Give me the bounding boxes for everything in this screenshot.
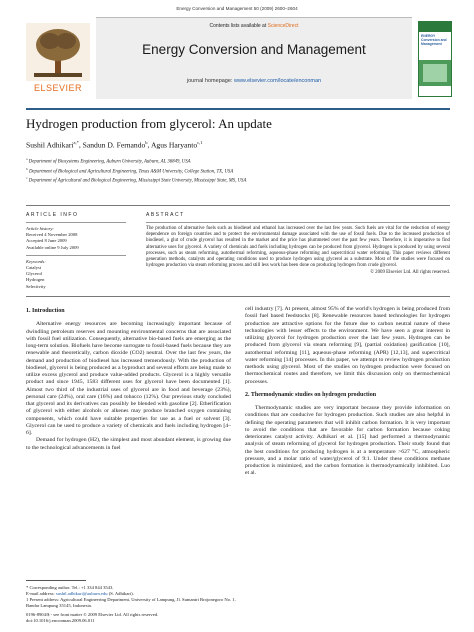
body-paragraph: cell industry [7]. At present, almost 95% of the world's hydrogen is being produced from fossil fuel based feedstocks [8]. Renewable resources based technologies for hydrogen production are attractive options for the future due to carbon neutral nature of these technologies with lesser effects to the environment. We have seen a great interest in utilizing glycerol for hydrogen production over the last few years. Hydrogen can be produced from glycerol via steam reforming [9], (partial oxidation) gasification [10], autothermal reforming [11], aqueous-phase reforming (APR) [12,13], and supercritical water reforming [14] processes. In this paper, we attempt to review hydrogen production methods using glycerol. Most of the studies on hydrogen production were focused on thermochemical routes and therefore, we limit this discussion only on thermochemical processes.: [245, 306, 450, 385]
elsevier-logo: [26, 23, 90, 95]
author-name: Sandun D. Fernando: [82, 140, 146, 150]
masthead-box: [96, 17, 412, 99]
author-name: Agus Haryanto: [150, 140, 198, 150]
keyword: Selectivity: [26, 283, 46, 289]
publisher-logo-text: ELSEVIER: [33, 83, 83, 93]
header-divider: [26, 108, 450, 110]
footnote-divider: [26, 580, 86, 581]
body-paragraph: Alternative energy resources are becoming increasingly important because of dwindling petroleum reserves and mounting environmental concerns that are associated with fossil fuel utilization. Consequently, alternative bio-based fuels are emerging as the long-term solution. Biofuels have become surrogate to fossil-based fuels because they are renewable and theoretically, carbon dioxide (CO2) neutral. Over the last few years, the demand and production of biodiesel has increased tremendously. With the production of biodiesel, glycerol is being produced as a byproduct and several efforts are being made to utilize excess glycerol and produce value-added products. Glycerol is a highly versatile product and since 1945, 1583 different uses for glycerol have been documented [1]. Almost two third of the industrial uses of glycerol are in food and beverage (23%), personal care (24%), oral care (16%) and tobacco (12%). Our previous study concluded that glycerol and its derivatives can possibly be blended with gasoline [2]. Etherification of glycerol with either alcohols or alkenes may produce branched oxygen containing components, which could have suitable properties for use as a fuel or solvent [3]. Glycerol can be used to produce a variety of chemicals and fuels including hydrogen [4–6].: [26, 321, 231, 436]
sciencedirect-link[interactable]: ScienceDirect: [267, 23, 299, 29]
paper-title: Hydrogen production from glycerol: An update: [26, 116, 272, 131]
history-online: Available online 9 July 2009: [26, 244, 79, 250]
article-info: [26, 212, 126, 290]
keyword: Glycerol: [26, 271, 43, 277]
bottom-meta: [26, 612, 236, 624]
author-marks: c,1: [197, 140, 203, 145]
affiliation: $^b$ Department of Biological and Agricultural Engineering, Texas A&M University, College Station, TX, USA: [26, 166, 234, 175]
doi-line[interactable]: doi:10.1016/j.enconman.2009.06.011: [26, 618, 95, 623]
tree-icon: [26, 23, 90, 81]
homepage-prefix: journal homepage:: [186, 78, 234, 84]
abstract-copyright: © 2009 Elsevier Ltd. All rights reserved.: [370, 270, 450, 276]
affiliations: [26, 156, 450, 185]
author-list: Sushil Adhikari$^{a,*}$, Sandun D. Fernando$^b$, Agus Haryanto$^{c,1}$: [26, 140, 203, 150]
contents-line: [96, 23, 412, 29]
present-address-note: 1 Present address: Agricultural Engineering Department, University of Lampung, Jl. Sumantri Brojonegoro No. 1, Bandar Lampung 35145, Indonesia.: [26, 597, 236, 608]
footnotes: [26, 585, 236, 609]
history-accepted: Accepted 8 June 2009: [26, 238, 67, 244]
article-info-heading: ARTICLE INFO: [26, 212, 79, 218]
body-column-right: [245, 306, 450, 478]
body-column-left: [26, 306, 231, 452]
affiliation: $^a$ Department of Biosystems Engineering, Auburn University, Auburn, AL 36849, USA: [26, 157, 191, 165]
affiliation: $^c$ Department of Agricultural and Biological Engineering, Mississippi State University, Mississippi State, MS, USA: [26, 176, 247, 184]
author-marks: a,*: [73, 140, 79, 145]
section-divider: [26, 296, 450, 297]
contents-prefix: Contents lists available at: [209, 23, 268, 29]
homepage-link[interactable]: www.elsevier.com/locate/enconman: [233, 78, 322, 84]
corresponding-author-note: * Corresponding author. Tel.: +1 334 844 3543.: [26, 585, 114, 590]
body-paragraph: Thermodynamic studies are very important because they provide information on conditions that are conducive for hydrogen production. Such studies are also helpful in defining the operating parameters that will inhibit carbon formation. It is very important to avoid the conditions that are favorable for carbon formation because coking deteriorates catalyst activity. Adhikari et al. [15] had performed a thermodynamic analysis of steam reforming of glycerol for hydrogen production. Their study found that the best conditions for producing hydrogen is at a temperature >627 °C, atmospheric pressure, and a molar ratio of water/glycerol of 9:1. Under these conditions methane production is minimized, and the carbon formation is thermodynamically inhibited. Luo et al.: [245, 405, 450, 477]
email-link[interactable]: sushil.adhikari@auburn.edu: [55, 591, 108, 596]
history-label: Article history:: [26, 226, 54, 231]
email-note: E-mail address: sushil.adhikari@auburn.edu (S. Adhikari).: [26, 591, 134, 596]
journal-homepage: [96, 78, 412, 84]
journal-name: Energy Conversion and Management: [142, 42, 366, 57]
body-paragraph: Demand for hydrogen (H2), the simplest and most abundant element, is growing due to the technological advancements in fuel: [26, 437, 231, 451]
author-marks: b: [145, 140, 148, 145]
abstract-heading: ABSTRACT: [146, 212, 185, 218]
journal-cover-thumbnail: [418, 21, 452, 97]
history-received: Received 4 November 2008: [26, 232, 78, 238]
abstract: [146, 212, 450, 275]
keyword: Hydrogen: [26, 277, 45, 283]
issn-line: 0196-8904/$ - see front matter © 2009 Elsevier Ltd. All rights reserved.: [26, 612, 159, 617]
keywords-label: Keywords:: [26, 258, 46, 264]
section-heading: 1. Introduction: [26, 308, 65, 314]
abstract-text: The production of alternative fuels such as biodiesel and ethanol has increased over the last few years. Such fuels are vital for the reduction of energy dependence on foreign countries and to protect the environmental damage associated with the use of fossil fuels. Due to the increased production of biodiesel, a glut of crude glycerol has resulted in the market and the price has plummeted over the past few years. Therefore, it is imperative to find alternative uses for glycerol. A variety of chemicals and fuels including hydrogen can be produced from glycerol. Hydrogen is produced by using several processes, such as steam reforming, autothermal reforming, aqueous-phase reforming and supercritical water reforming. This paper reviews different generation methods, catalysts and operating conditions used to produce hydrogen using glycerol as a substrate. Most of the studies were focused on hydrogen production via steam reforming process and still less work has been done on producing hydrogen from crude glycerol.: [146, 226, 450, 269]
section-heading: 2. Thermodynamic studies on hydrogen production: [245, 391, 377, 398]
keyword: Catalyst: [26, 265, 42, 271]
journal-masthead: [26, 17, 450, 109]
author-name: Sushil Adhikari: [26, 140, 74, 150]
section-divider: [26, 205, 450, 206]
running-header: Energy Conversion and Management 50 (2009) 2600–2604: [176, 6, 298, 11]
cover-title: ENERGY Conversion and Management: [421, 34, 447, 46]
